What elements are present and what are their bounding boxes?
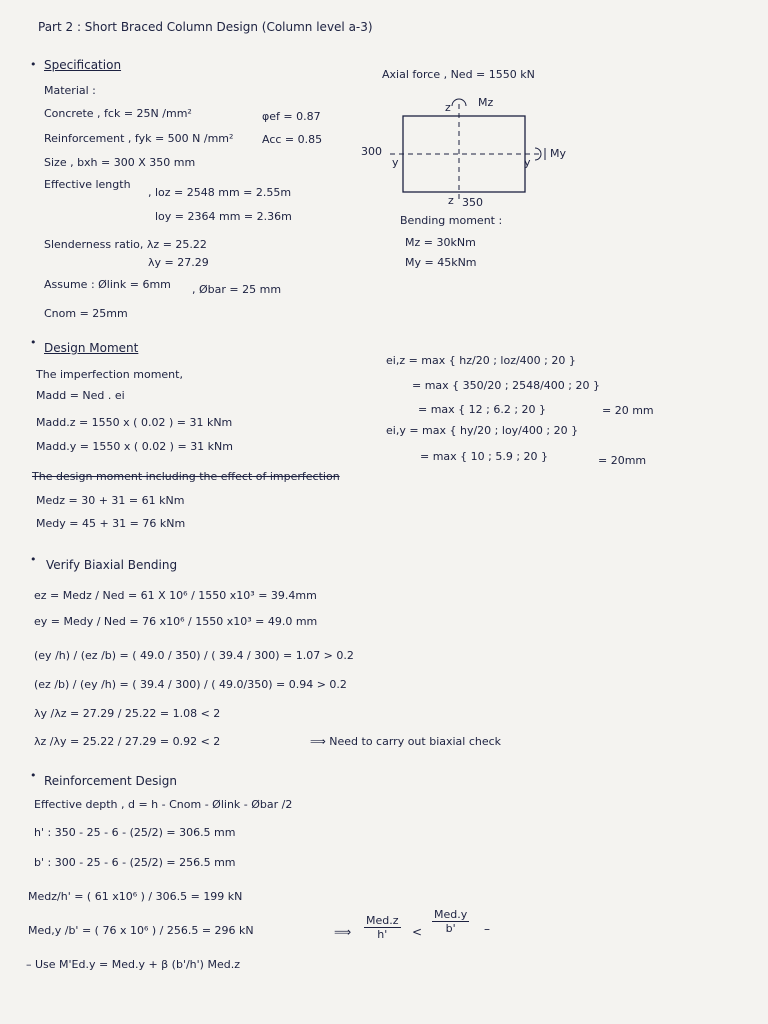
bullet-icon: • [30,553,37,566]
loy-line: loy = 2364 mm = 2.36m [155,210,292,223]
reinforcement-heading: Reinforcement Design [44,774,177,788]
madd-formula: Madd = Ned . ei [36,389,125,402]
page-title: Part 2 : Short Braced Column Design (Column level a-3) [38,20,373,34]
use-formula-line: – Use M'Ed.y = Med.y + β (b'/h') Med.z [26,958,240,971]
eiz-line-1: ei,z = max { hz/20 ; loz/400 ; 20 } [386,354,576,367]
ratio-line-2: (ez /b) / (ey /h) = ( 39.4 / 300) / ( 49.0/350) = 0.94 > 0.2 [34,678,347,691]
lambda-line-1: λy /λz = 27.29 / 25.22 = 1.08 < 2 [34,707,221,720]
eiz-line-2: = max { 350/20 ; 2548/400 ; 20 } [412,379,600,392]
effective-length-label: Effective length [44,178,131,191]
fraction-numerator: Med.y [434,908,468,921]
mz-axis-label: Mz [478,96,494,109]
bullet-icon: • [30,58,37,71]
madd-z-line: Madd.z = 1550 x ( 0.02 ) = 31 kNm [36,416,233,429]
assume-link-line: Assume : Ølink = 6mm [44,278,171,291]
bullet-icon: • [30,336,37,349]
material-label: Material : [44,84,96,97]
z-axis-bottom-label: z [448,194,454,207]
biaxial-conclusion: ⟹ Need to carry out biaxial check [310,735,502,748]
slenderness-y-line: λy = 27.29 [148,256,209,269]
eiz-line-3: = max { 12 ; 6.2 ; 20 } [418,403,547,416]
ez-line: ez = Medz / Ned = 61 X 10⁶ / 1550 x10³ = 39.4mm [34,589,317,602]
ratio-line-1: (ey /h) / (ez /b) = ( 49.0 / 350) / ( 39.4 / 300) = 1.07 > 0.2 [34,649,354,662]
cnom-line: Cnom = 25mm [44,307,128,320]
spec-heading: Specification [44,58,122,72]
fraction-denominator: b' [445,922,456,935]
z-axis-top-label: z [445,101,451,114]
trailing-dash: – [484,922,490,936]
section-width-dimension: 350 [462,196,483,209]
less-than-sign: < [412,925,423,939]
fraction-denominator: h' [377,928,388,941]
acc-value: Acc = 0.85 [262,133,323,146]
biaxial-heading: Verify Biaxial Bending [46,558,178,572]
struck-out-line: The design moment including the effect of imperfection [32,470,340,483]
lambda-line-2: λz /λy = 25.22 / 27.29 = 0.92 < 2 [34,735,221,748]
ey-line: ey = Medy / Ned = 76 x10⁶ / 1550 x10³ = 49.0 mm [34,615,318,628]
phi-ef-value: φef = 0.87 [262,110,321,123]
medz-over-h-fraction [364,914,401,941]
slenderness-z-line: Slenderness ratio, λz = 25.22 [44,238,207,251]
imperfection-label: The imperfection moment, [36,368,183,381]
mz-value: Mz = 30kNm [405,236,476,249]
eiy-result: = 20mm [598,454,647,467]
assume-bar-line: , Øbar = 25 mm [192,283,282,296]
concrete-line: Concrete , fck = 25N /mm² [44,107,192,120]
bullet-icon: • [30,769,37,782]
design-moment-heading: Design Moment [44,341,139,355]
implies-arrow: ⟹ [334,925,352,939]
medy-over-b-fraction [432,908,469,935]
eiy-line-1: ei,y = max { hy/20 ; loy/400 ; 20 } [386,424,579,437]
medy-line: Medy = 45 + 31 = 76 kNm [36,517,186,530]
b-prime-line: b' : 300 - 25 - 6 - (25/2) = 256.5 mm [34,856,236,869]
y-axis-left-label: y [392,156,399,169]
axial-force-label: Axial force , Ned = 1550 kN [382,68,535,81]
medz-over-h-line: Medz/h' = ( 61 x10⁶ ) / 306.5 = 199 kN [28,890,243,903]
my-axis-label: My [550,147,567,160]
fraction-numerator: Med.z [366,914,399,927]
reinforcement-line: Reinforcement , fyk = 500 N /mm² [44,132,234,145]
y-axis-right-label: y [524,156,531,169]
h-prime-line: h' : 350 - 25 - 6 - (25/2) = 306.5 mm [34,826,236,839]
medz-line: Medz = 30 + 31 = 61 kNm [36,494,185,507]
size-line: Size , bxh = 300 X 350 mm [44,156,196,169]
effective-depth-line: Effective depth , d = h - Cnom - Ølink - Øbar /2 [34,798,293,811]
eiz-result: = 20 mm [602,404,654,417]
loz-line: , loz = 2548 mm = 2.55m [148,186,292,199]
medy-over-b-line: Med,y /b' = ( 76 x 10⁶ ) / 256.5 = 296 kN [28,924,254,937]
my-value: My = 45kNm [405,256,477,269]
eiy-line-2: = max { 10 ; 5.9 ; 20 } [420,450,549,463]
section-height-dimension: 300 [361,145,382,158]
madd-y-line: Madd.y = 1550 x ( 0.02 ) = 31 kNm [36,440,233,453]
bending-moment-label: Bending moment : [400,214,503,227]
